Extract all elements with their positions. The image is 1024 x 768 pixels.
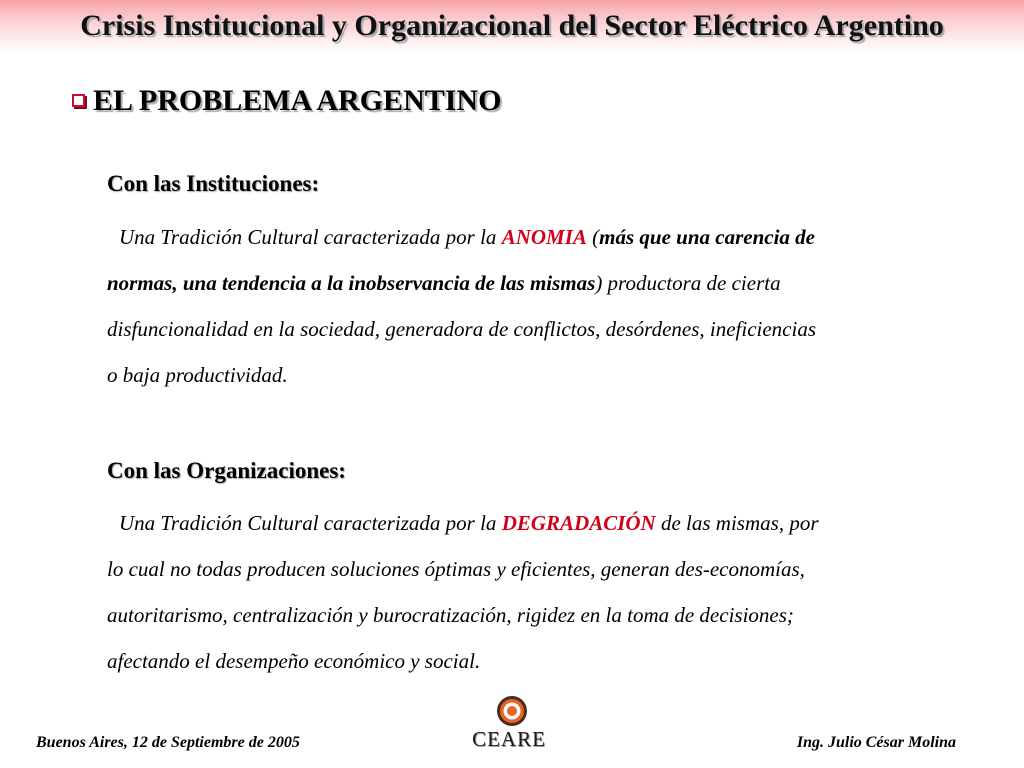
text-run: de las mismas, por <box>655 511 819 535</box>
emphasis-text: más que una carencia de <box>599 225 815 249</box>
square-bullet-icon <box>72 94 85 107</box>
emphasis-text: normas, una tendencia a la inobservancia de las mismas <box>107 271 596 295</box>
text-run: Una Tradición Cultural caracterizada por la <box>119 511 502 535</box>
keyword-anomia: ANOMIA <box>501 225 587 249</box>
paragraph-line <box>107 214 987 260</box>
paragraph-line <box>107 260 987 306</box>
ceare-logo <box>464 694 554 754</box>
paragraph-line: autoritarismo, centralización y burocratización, rigidez en la toma de decisiones; <box>107 603 794 627</box>
organizaciones-paragraph <box>107 500 987 684</box>
paragraph-line <box>107 500 987 546</box>
paragraph-line: disfuncionalidad en la sociedad, generadora de conflictos, desórdenes, ineficiencias <box>107 317 817 341</box>
organizaciones-heading: Con las Organizaciones: <box>107 458 346 483</box>
paragraph-line: lo cual no todas producen soluciones óptimas y eficientes, generan des-economías, <box>107 557 805 581</box>
section-heading <box>72 84 501 118</box>
keyword-degradacion: DEGRADACIÓN <box>501 511 656 535</box>
paragraph-line: o baja productividad. <box>107 363 288 387</box>
ceare-logo-icon <box>495 694 529 728</box>
footer-date: Buenos Aires, 12 de Septiembre de 2005 <box>36 734 300 751</box>
paragraph-line: afectando el desempeño económico y social. <box>107 649 481 673</box>
section-heading-text: EL PROBLEMA ARGENTINO <box>93 84 502 117</box>
text-run: Una Tradición Cultural caracterizada por la <box>119 225 502 249</box>
instituciones-paragraph <box>107 214 987 398</box>
slide-title: Crisis Institucional y Organizacional del Sector Eléctrico Argentino <box>80 9 944 42</box>
instituciones-heading: Con las Instituciones: <box>107 171 320 196</box>
footer-author: Ing. Julio César Molina <box>796 734 956 751</box>
text-run: ( <box>586 225 600 249</box>
text-run: ) productora de cierta <box>595 271 781 295</box>
ceare-logo-text: CEARE <box>472 727 546 751</box>
